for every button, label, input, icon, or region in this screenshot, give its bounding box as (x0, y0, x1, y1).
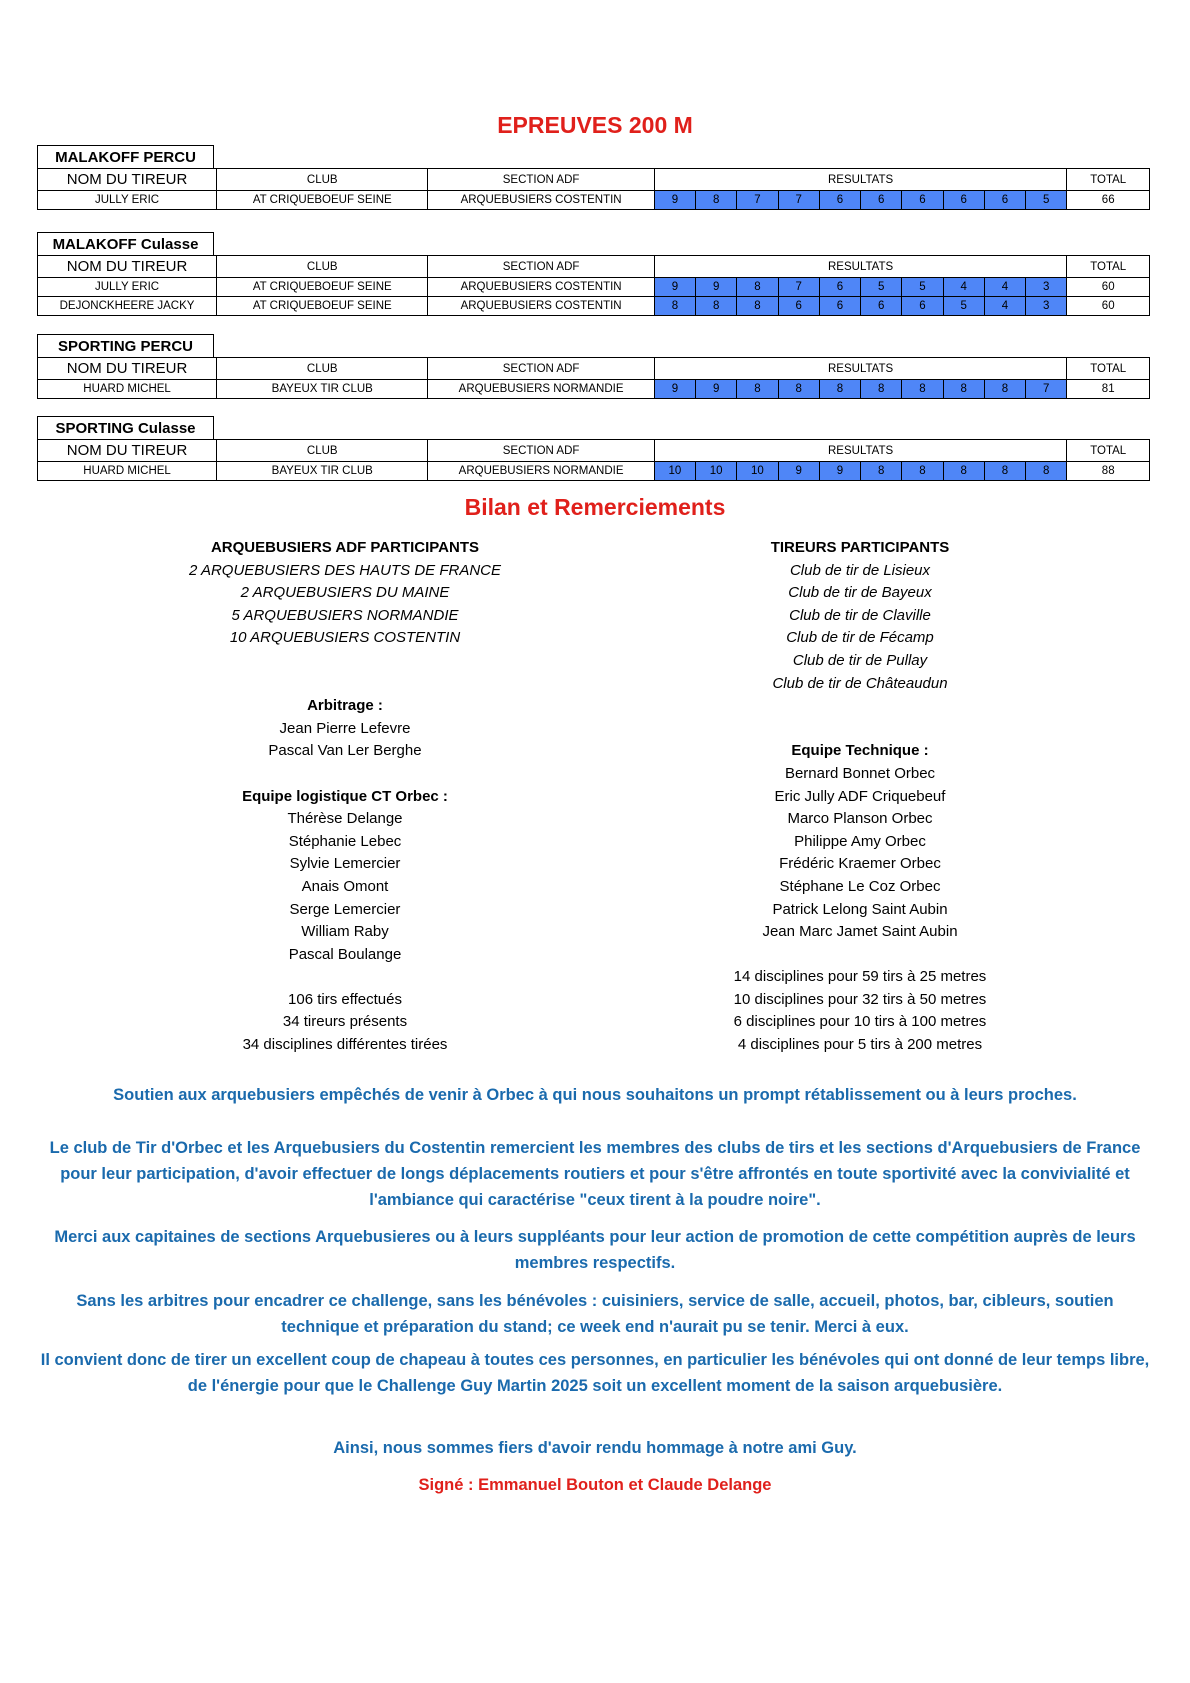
score-cell: 7 (778, 191, 819, 210)
table-row (38, 462, 1150, 481)
score-cell: 9 (778, 462, 819, 481)
left-line: William Raby (301, 923, 389, 941)
table-row (38, 191, 1150, 210)
score-cell: 9 (696, 380, 737, 399)
shooter-name: DEJONCKHEERE JACKY (38, 297, 217, 316)
left-line: 5 ARQUEBUSIERS NORMANDIE (231, 606, 459, 624)
score-cell: 4 (984, 297, 1025, 316)
right-line: 4 disciplines pour 5 tirs à 200 metres (737, 1036, 983, 1054)
header-club: CLUB (217, 256, 428, 278)
bilan-title: Bilan et Remerciements (464, 494, 726, 520)
scores-table (37, 255, 1150, 316)
header-section: SECTION ADF (428, 169, 654, 191)
shooter-section: ARQUEBUSIERS COSTENTIN (428, 191, 654, 210)
scores-table (37, 357, 1150, 399)
left-line: ARQUEBUSIERS ADF PARTICIPANTS (210, 539, 480, 556)
header-resultats: RESULTATS (654, 169, 1067, 191)
score-cell: 7 (778, 278, 819, 297)
score-cell: 8 (861, 462, 902, 481)
header-section: SECTION ADF (428, 358, 654, 380)
shooter-club: BAYEUX TIR CLUB (217, 380, 428, 399)
score-cell: 8 (778, 380, 819, 399)
header-nom: NOM DU TIREUR (38, 358, 217, 380)
left-line: Jean Pierre Lefevre (279, 719, 411, 737)
bilan-right-column (680, 537, 1040, 1057)
shooter-name: HUARD MICHEL (38, 462, 217, 481)
score-cell: 8 (654, 297, 695, 316)
shooter-club: AT CRIQUEBOEUF SEINE (217, 278, 428, 297)
right-line: 6 disciplines pour 10 tirs à 100 metres (733, 1013, 987, 1031)
header-club: CLUB (217, 169, 428, 191)
message-capitaines: Merci aux capitaines de sections Arquebusieres ou à leurs suppléants pour leur action de promotion de cette compétition auprès de leurs membres respectifs. (54, 1228, 1136, 1272)
score-cell: 8 (696, 297, 737, 316)
right-line (680, 944, 1040, 967)
block-title: MALAKOFF Culasse (37, 232, 214, 255)
right-line: TIREURS PARTICIPANTS (770, 539, 950, 556)
score-cell: 5 (902, 278, 943, 297)
header-total: TOTAL (1067, 440, 1150, 462)
right-line (680, 718, 1040, 741)
shooter-section: ARQUEBUSIERS COSTENTIN (428, 297, 654, 316)
header-total: TOTAL (1067, 169, 1150, 191)
header-resultats: RESULTATS (654, 256, 1067, 278)
header-resultats: RESULTATS (654, 440, 1067, 462)
score-cell: 6 (943, 191, 984, 210)
score-cell: 8 (737, 380, 778, 399)
header-total: TOTAL (1067, 358, 1150, 380)
score-cell: 8 (902, 462, 943, 481)
left-line: Anais Omont (301, 877, 389, 895)
bilan-left-column (160, 537, 530, 1057)
score-cell: 8 (819, 380, 860, 399)
left-line: 2 ARQUEBUSIERS DES HAUTS DE FRANCE (188, 561, 501, 579)
shooter-total: 88 (1067, 462, 1150, 481)
left-line: Serge Lemercier (289, 900, 401, 918)
message-remerciement: Le club de Tir d'Orbec et les Arquebusiers du Costentin remercient les membres des clubs de tirs et les sections d'Arquebusiers de France pour leur participation, d'avoir effectuer de longs déplacements routiers et pour s'être affrontés en toute sportivité avec la convivialité et l'ambiance qui caractérise "ceux tirent à la poudre noire". (49, 1139, 1141, 1209)
header-section: SECTION ADF (428, 256, 654, 278)
shooter-total: 60 (1067, 297, 1150, 316)
left-line: Equipe logistique CT Orbec : (242, 787, 448, 805)
shooter-name: HUARD MICHEL (38, 380, 217, 399)
left-line (160, 673, 530, 696)
score-cell: 9 (654, 278, 695, 297)
table-row (38, 278, 1150, 297)
right-line: Frédéric Kraemer Orbec (779, 855, 941, 873)
score-cell: 8 (943, 462, 984, 481)
header-nom: NOM DU TIREUR (38, 169, 217, 191)
right-line: Stéphane Le Coz Orbec (779, 877, 941, 895)
message-chapeau: Il convient donc de tirer un excellent coup de chapeau à toutes ces personnes, en particulier les bénévoles qui ont donné de leur temps libre, de l'énergie pour que le Challenge Guy Martin 2025 soit un excellent moment de la saison arquebusière. (40, 1351, 1150, 1395)
score-cell: 10 (737, 462, 778, 481)
score-cell: 8 (696, 191, 737, 210)
right-line: Club de tir de Pullay (792, 651, 928, 669)
score-cell: 7 (737, 191, 778, 210)
table-header-row (38, 440, 1150, 462)
score-cell: 6 (819, 191, 860, 210)
left-line: Arbitrage : (307, 697, 383, 715)
right-line: Patrick Lelong Saint Aubin (772, 900, 948, 918)
block-title: MALAKOFF PERCU (37, 145, 214, 168)
right-line: Jean Marc Jamet Saint Aubin (762, 923, 958, 941)
table-header-row (38, 256, 1150, 278)
score-cell: 8 (984, 462, 1025, 481)
page-title: EPREUVES 200 M (497, 112, 693, 138)
score-cell: 8 (943, 380, 984, 399)
score-cell: 6 (861, 191, 902, 210)
shooter-name: JULLY ERIC (38, 191, 217, 210)
left-line: 2 ARQUEBUSIERS DU MAINE (240, 584, 450, 602)
results-block (37, 232, 1150, 316)
score-cell: 4 (984, 278, 1025, 297)
score-cell: 8 (984, 380, 1025, 399)
table-row (38, 380, 1150, 399)
score-cell: 9 (654, 380, 695, 399)
left-line: 34 tireurs présents (282, 1013, 408, 1031)
left-line: Stéphanie Lebec (288, 832, 402, 850)
table-header-row (38, 169, 1150, 191)
right-line: Club de tir de Châteaudun (772, 674, 948, 692)
score-cell: 3 (1026, 297, 1067, 316)
left-line: 106 tirs effectués (288, 990, 402, 1008)
header-nom: NOM DU TIREUR (38, 440, 217, 462)
score-cell: 5 (1026, 191, 1067, 210)
right-line: Club de tir de Bayeux (788, 584, 932, 602)
shooter-club: AT CRIQUEBOEUF SEINE (217, 191, 428, 210)
score-cell: 10 (654, 462, 695, 481)
right-line: Club de tir de Claville (789, 606, 931, 624)
header-total: TOTAL (1067, 256, 1150, 278)
block-title: SPORTING PERCU (37, 334, 214, 357)
left-line: 34 disciplines différentes tirées (242, 1036, 448, 1054)
score-cell: 6 (902, 297, 943, 316)
left-line: 10 ARQUEBUSIERS COSTENTIN (229, 629, 461, 647)
shooter-total: 81 (1067, 380, 1150, 399)
results-block (37, 334, 1150, 399)
message-arbitres: Sans les arbitres pour encadrer ce challenge, sans les bénévoles : cuisiniers, service de salle, accueil, photos, bar, cibleurs, soutien technique et préparation du stand; ce week end n'aurait pu se tenir. Merci à eux. (76, 1292, 1114, 1336)
header-club: CLUB (217, 440, 428, 462)
shooter-section: ARQUEBUSIERS NORMANDIE (428, 462, 654, 481)
score-cell: 8 (737, 278, 778, 297)
block-title: SPORTING Culasse (37, 416, 214, 439)
score-cell: 6 (861, 297, 902, 316)
score-cell: 6 (819, 297, 860, 316)
score-cell: 8 (861, 380, 902, 399)
table-header-row (38, 358, 1150, 380)
shooter-section: ARQUEBUSIERS NORMANDIE (428, 380, 654, 399)
header-club: CLUB (217, 358, 428, 380)
right-line: 14 disciplines pour 59 tirs à 25 metres (733, 968, 987, 986)
left-line: Sylvie Lemercier (289, 855, 401, 873)
right-line: 10 disciplines pour 32 tirs à 50 metres (733, 990, 987, 1008)
shooter-total: 66 (1067, 191, 1150, 210)
right-line (680, 695, 1040, 718)
score-cell: 7 (1026, 380, 1067, 399)
score-cell: 6 (984, 191, 1025, 210)
left-line (160, 763, 530, 786)
shooter-club: BAYEUX TIR CLUB (217, 462, 428, 481)
results-block (37, 416, 1150, 481)
right-line: Marco Planson Orbec (787, 810, 933, 828)
shooter-name: JULLY ERIC (38, 278, 217, 297)
right-line: Club de tir de Fécamp (786, 629, 934, 647)
score-cell: 8 (737, 297, 778, 316)
scores-table (37, 439, 1150, 481)
left-line (160, 966, 530, 989)
header-nom: NOM DU TIREUR (38, 256, 217, 278)
left-line: Pascal Van Ler Berghe (268, 742, 422, 760)
score-cell: 10 (696, 462, 737, 481)
table-row (38, 297, 1150, 316)
shooter-total: 60 (1067, 278, 1150, 297)
score-cell: 9 (654, 191, 695, 210)
right-line: Eric Jully ADF Criquebeuf (774, 787, 946, 805)
shooter-club: AT CRIQUEBOEUF SEINE (217, 297, 428, 316)
score-cell: 9 (696, 278, 737, 297)
scores-table (37, 168, 1150, 210)
score-cell: 4 (943, 278, 984, 297)
results-block (37, 145, 1150, 210)
score-cell: 6 (819, 278, 860, 297)
score-cell: 8 (902, 380, 943, 399)
left-line: Thérèse Delange (287, 810, 403, 828)
score-cell: 6 (778, 297, 819, 316)
right-line: Club de tir de Lisieux (789, 561, 931, 579)
signature: Signé : Emmanuel Bouton et Claude Delange (418, 1476, 772, 1494)
left-line: Pascal Boulange (288, 945, 402, 963)
right-line: Bernard Bonnet Orbec (784, 764, 936, 782)
left-line (160, 650, 530, 673)
header-resultats: RESULTATS (654, 358, 1067, 380)
shooter-section: ARQUEBUSIERS COSTENTIN (428, 278, 654, 297)
right-line: Philippe Amy Orbec (794, 832, 926, 850)
score-cell: 6 (902, 191, 943, 210)
header-section: SECTION ADF (428, 440, 654, 462)
score-cell: 5 (943, 297, 984, 316)
score-cell: 8 (1026, 462, 1067, 481)
message-hommage: Ainsi, nous sommes fiers d'avoir rendu hommage à notre ami Guy. (333, 1439, 857, 1457)
message-soutien: Soutien aux arquebusiers empêchés de venir à Orbec à qui nous souhaitons un prompt rétablissement ou à leurs proches. (113, 1086, 1077, 1104)
score-cell: 5 (861, 278, 902, 297)
score-cell: 3 (1026, 278, 1067, 297)
score-cell: 9 (819, 462, 860, 481)
right-line: Equipe Technique : (791, 742, 929, 760)
